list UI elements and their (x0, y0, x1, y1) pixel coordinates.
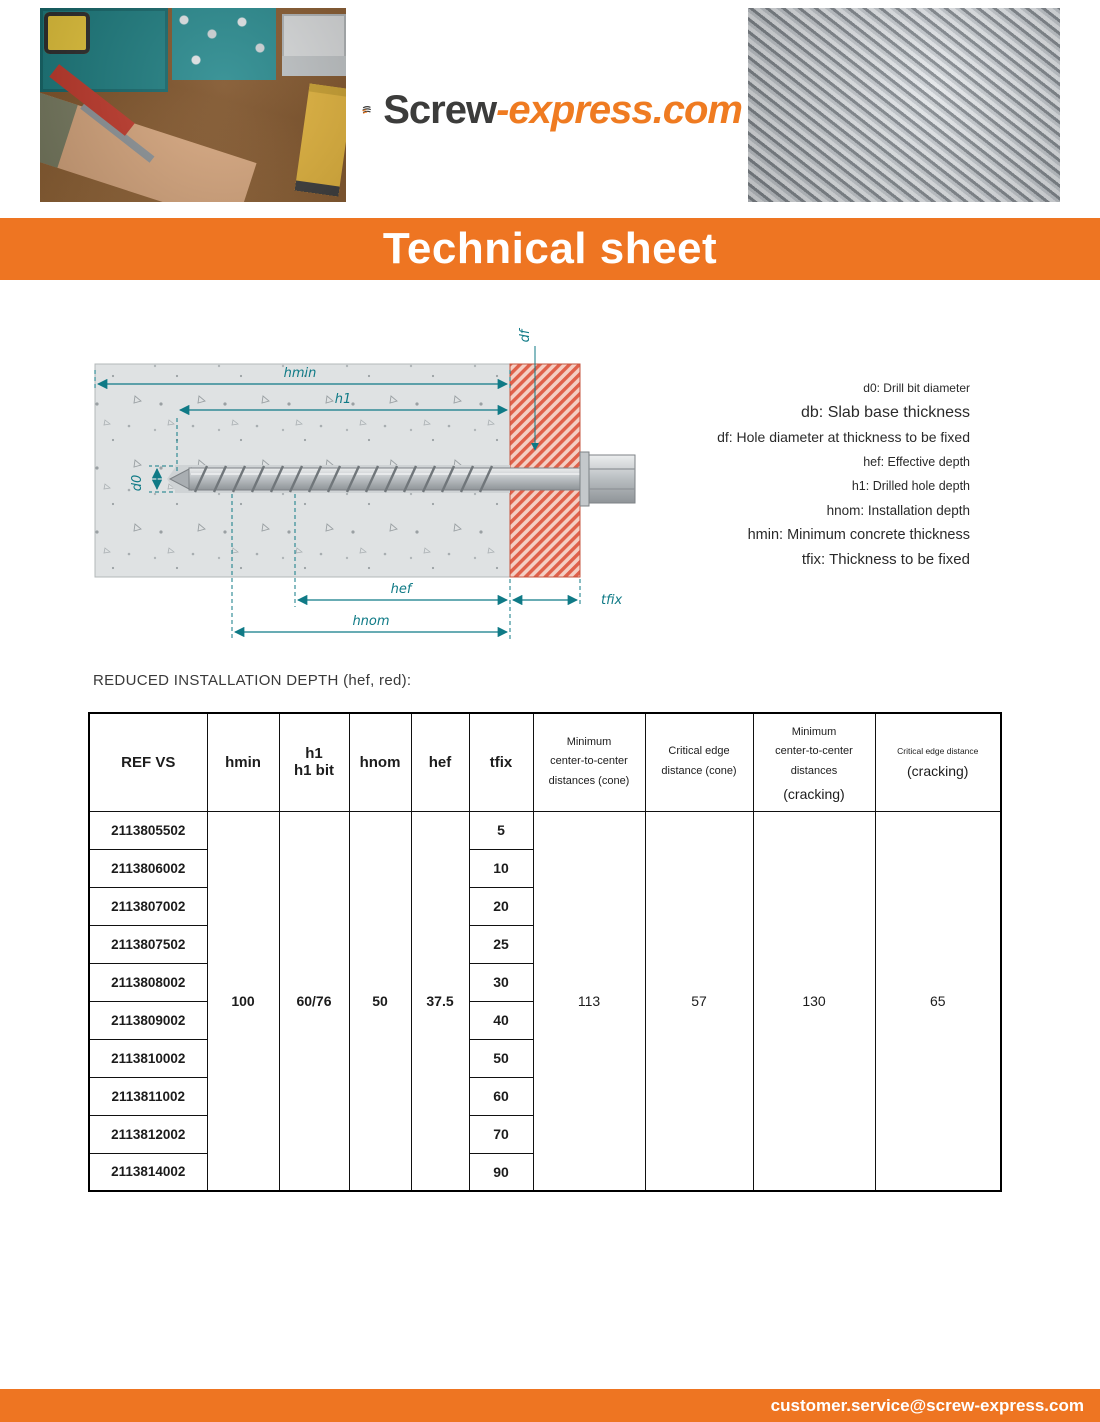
ref-cell: 2113809002 (89, 1001, 207, 1039)
dim-label-hef: hef (390, 582, 412, 597)
ref-cell: 2113808002 (89, 963, 207, 1001)
diagram-legend (610, 376, 970, 572)
col-header-h1 (279, 713, 349, 811)
tfix-cell: 5 (469, 811, 533, 849)
edge-cone-cell: 57 (645, 811, 753, 1191)
hmin-cell: 100 (207, 811, 279, 1191)
washer-flange (580, 452, 589, 506)
col-header-ctc-cracking-line1: Minimum (791, 725, 837, 738)
legend-item-db: db: Slab base thickness (801, 403, 970, 421)
col-header-edge-cone-line2: distance (cone) (661, 765, 737, 778)
legend-item-hnom: hnom: Installation depth (826, 502, 970, 518)
page-footer (0, 1389, 1100, 1422)
ref-cell: 2113806002 (89, 849, 207, 887)
col-header-edge-cracking-line2: (cracking) (907, 763, 969, 780)
table-header-row (89, 713, 1001, 811)
tfix-cell: 40 (469, 1001, 533, 1039)
tfix-cell: 50 (469, 1039, 533, 1077)
hef-cell: 37.5 (411, 811, 469, 1191)
tfix-cell: 90 (469, 1153, 533, 1191)
contact-email[interactable]: customer.service@screw-express.com (770, 1395, 1084, 1415)
hnom-cell: 50 (349, 811, 411, 1191)
tfix-cell: 60 (469, 1077, 533, 1115)
page-title: Technical sheet (382, 224, 718, 273)
table-row (89, 811, 1001, 849)
col-header-ctc-cone (533, 713, 645, 811)
ref-cell: 2113811002 (89, 1077, 207, 1115)
workbench-photo (40, 8, 346, 202)
logo-text (383, 88, 742, 133)
tfix-cell: 25 (469, 925, 533, 963)
col-header-tfix: tfix (469, 713, 533, 811)
col-header-h1-line2: h1 bit (294, 762, 334, 780)
col-header-ctc-cracking-line4: (cracking) (783, 785, 845, 802)
col-header-edge-cracking (875, 713, 1001, 811)
dim-label-df: df (518, 329, 533, 343)
col-header-ctc-cracking-line3: distances (790, 765, 838, 778)
ref-cell: 2113810002 (89, 1039, 207, 1077)
col-header-ctc-cracking-line2: center-to-center (775, 745, 853, 758)
ctc-cracking-cell: 130 (753, 811, 875, 1191)
ref-cell: 2113807502 (89, 925, 207, 963)
edge-cracking-cell: 65 (875, 811, 1001, 1191)
col-header-ctc-cracking (753, 713, 875, 811)
dim-label-h1: h1 (334, 392, 352, 407)
anchor-diagram-svg (85, 322, 645, 667)
col-header-ctc-cone-line3: distances (cone) (548, 775, 630, 788)
ref-cell: 2113812002 (89, 1115, 207, 1153)
page-header (0, 8, 1100, 206)
dim-label-tfix: tfix (601, 593, 623, 608)
tfix-cell: 10 (469, 849, 533, 887)
col-header-edge-cracking-line1: Critical edge distance (897, 746, 979, 757)
col-header-ctc-cone-line2: center-to-center (550, 755, 628, 768)
tfix-cell: 30 (469, 963, 533, 1001)
ref-cell: 2113805502 (89, 811, 207, 849)
col-header-edge-cone (645, 713, 753, 811)
anchor-diagram (85, 322, 645, 667)
logo-text-accent: -express.com (496, 87, 742, 132)
col-header-ref: REF VS (89, 713, 207, 811)
col-header-ctc-cone-line1: Minimum (566, 735, 612, 748)
title-banner (0, 218, 1100, 280)
tfix-cell: 20 (469, 887, 533, 925)
photo-shade (40, 8, 346, 202)
dim-label-d0: d0 (130, 474, 145, 492)
screw-swoosh-icon (362, 78, 371, 142)
ctc-cone-cell: 113 (533, 811, 645, 1191)
legend-item-hmin: hmin: Minimum concrete thickness (747, 527, 970, 543)
tfix-cell: 70 (469, 1115, 533, 1153)
col-header-edge-cone-line1: Critical edge (668, 745, 730, 758)
logo-text-dark: Screw (383, 87, 497, 132)
h1-cell: 60/76 (279, 811, 349, 1191)
ref-cell: 2113814002 (89, 1153, 207, 1191)
col-header-h1-line1: h1 (305, 745, 323, 763)
col-header-hmin: hmin (207, 713, 279, 811)
legend-item-df: df: Hole diameter at thickness to be fixed (717, 429, 970, 445)
legend-item-h1: h1: Drilled hole depth (851, 479, 970, 493)
ref-cell: 2113807002 (89, 887, 207, 925)
dim-label-hmin: hmin (283, 366, 317, 381)
section-title: REDUCED INSTALLATION DEPTH (hef, red): (93, 672, 412, 689)
col-header-hnom: hnom (349, 713, 411, 811)
col-header-hef: hef (411, 713, 469, 811)
legend-item-hef: hef: Effective depth (863, 454, 970, 469)
screws-photo (748, 8, 1060, 202)
legend-item-d0: d0: Drill bit diameter (863, 381, 970, 395)
dim-label-hnom: hnom (352, 614, 390, 629)
photo-shade (748, 8, 1060, 202)
legend-item-tfix: tfix: Thickness to be fixed (801, 550, 970, 568)
logo (362, 74, 742, 146)
technical-data-table (88, 712, 1002, 1192)
